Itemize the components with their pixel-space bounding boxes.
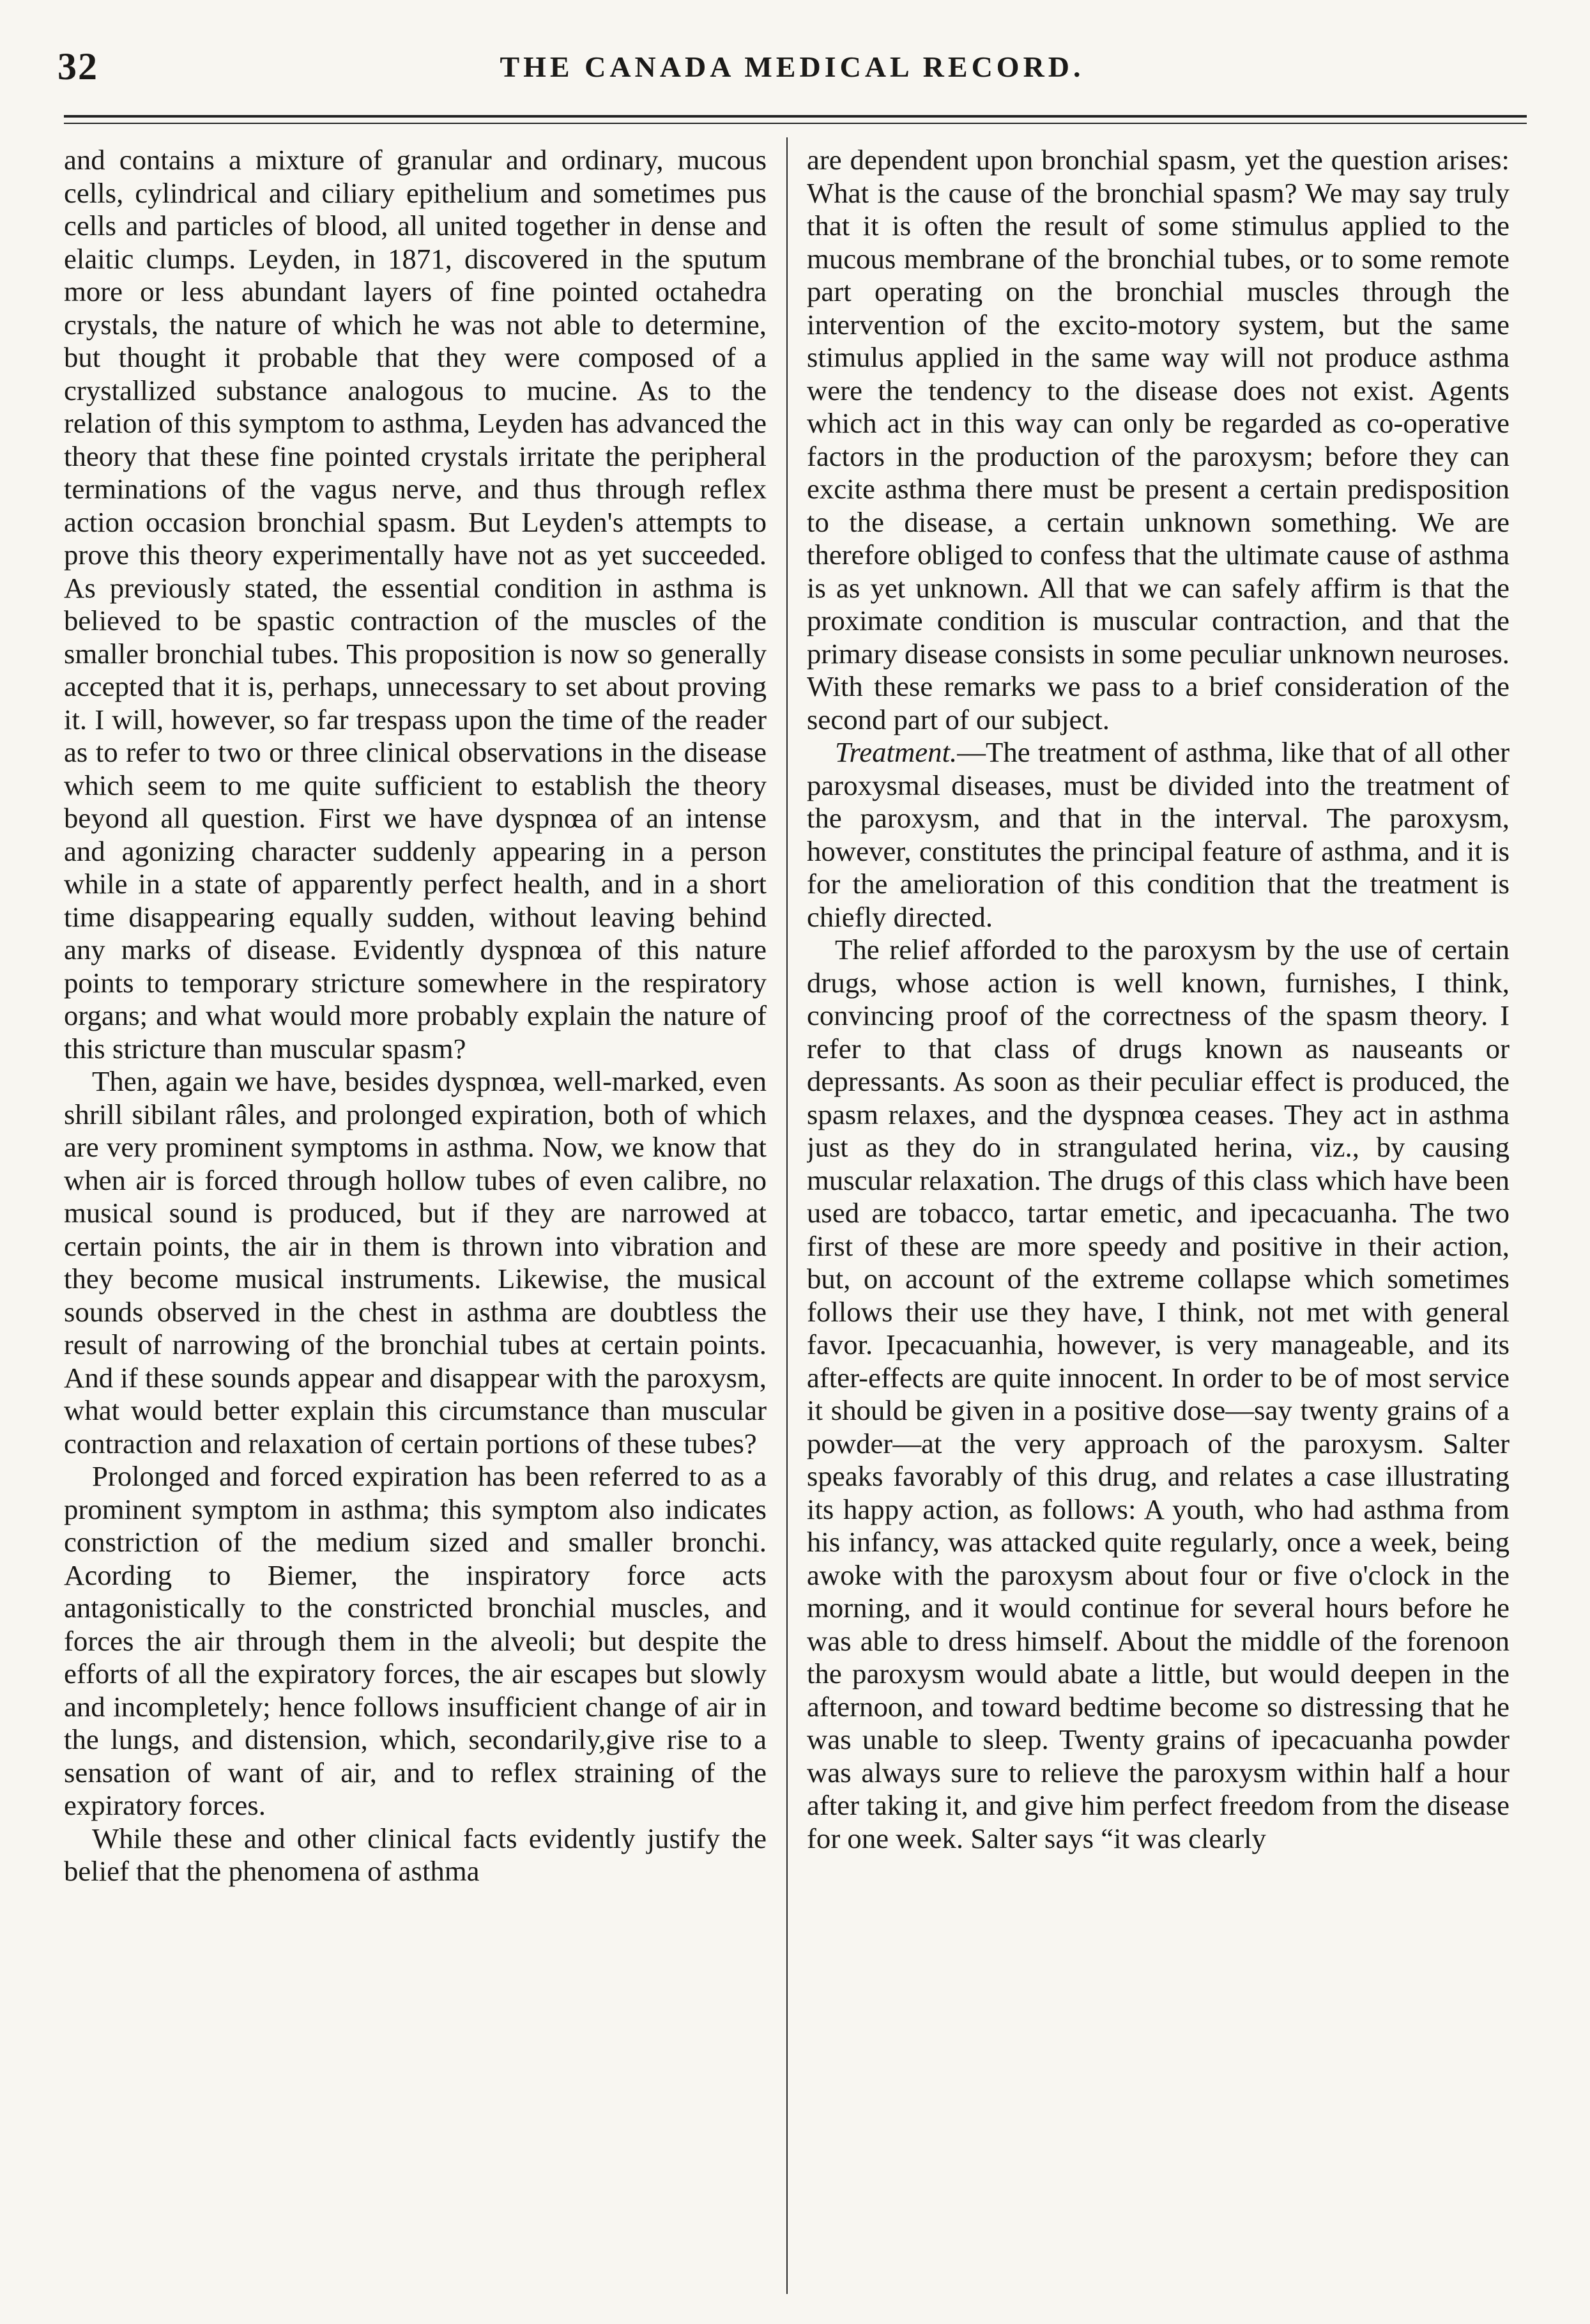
paragraph: While these and other clinical facts evidently justify the belief that the phenomena of asthma (64, 1822, 767, 1887)
paragraph: and contains a mixture of granular and ordinary, mucous cells, cylindrical and ciliary epithelium and sometimes pus cells and particles of blood, all united together in dense and elaitic clumps. Leyden, in 1871, discovered in the sputum more or less abundant layers of fine pointed octahedra crystals, the nature of which he was not able to determine, but thought it probable that they were composed of a crystallized substance analogous to mucine. As to the relation of this symptom to asthma, Leyden has advanced the theory that these fine pointed crystals irritate the peripheral terminations of the vagus nerve, and thus through reflex action occasion bronchial spasm. But Leyden's attempts to prove this theory experimentally have not as yet succeeded. As previously stated, the essential condition in asthma is believed to be spastic contraction of the muscles of the smaller bronchial tubes. This proposition is now so generally accepted that it is, perhaps, unnecessary to set about proving it. I will, however, so far trespass upon the time of the reader as to refer to two or three clinical observations in the disease which seem to me quite sufficient to establish the theory beyond all question. First we have dyspnœa of an intense and agonizing character suddenly appearing in a person while in a state of apparently perfect health, and in a short time disappearing equally sudden, without leaving behind any marks of disease. Evidently dyspnœa of this nature points to temporary stricture somewhere in the respiratory organs; and what would more probably explain the nature of this stricture than muscular spasm? (64, 144, 767, 1065)
column-divider (786, 137, 788, 2294)
section-heading-treatment: Treatment. (835, 736, 958, 768)
page-number: 32 (57, 45, 98, 88)
left-column (64, 144, 767, 2297)
header-rule-thick (64, 115, 1527, 118)
paragraph: The relief afforded to the paroxysm by the use of certain drugs, whose action is well known, furnishes, I think, convincing proof of the correctness of the spasm theory. I refer to that class of drugs known as nauseants or depressants. As soon as their peculiar effect is produced, the spasm relaxes, and the dyspnœa ceases. They act in asthma just as they do in strangulated herina, viz., by causing muscular relaxation. The drugs of this class which have been used are tobacco, tartar emetic, and ipecacuanha. The two first of these are more speedy and positive in their action, but, on account of the extreme collapse which sometimes follows their use they have, I think, not met with general favor. Ipecacuanhia, however, is very manageable, and its after-effects are quite innocent. In order to be of most service it should be given in a positive dose—say twenty grains of a powder—at the very approach of the paroxysm. Salter speaks favorably of this drug, and relates a case illustrating its happy action, as follows: A youth, who had asthma from his infancy, was attacked quite regularly, once a week, being awoke with the paroxysm about four or five o'clock in the morning, and it would continue for several hours before he was able to dress himself. About the middle of the forenoon the paroxysm would abate a little, but would deepen in the afternoon, and toward bedtime become so distressing that he was unable to sleep. Twenty grains of ipecacuanha powder was always sure to relieve the paroxysm within half a hour after taking it, and give him perfect freedom from the disease for one week. Salter says “it was clearly (807, 934, 1510, 1854)
paragraph-text: —The treatment of asthma, like that of all other paroxysmal diseases, must be divided into the treatment of the paroxysm, and that in the interval. The paroxysm, however, constitutes the principal feature of asthma, and it is for the amelioration of this condition that the treatment is chiefly directed. (807, 736, 1510, 933)
journal-title: THE CANADA MEDICAL RECORD. (500, 50, 1085, 83)
paragraph: are dependent upon bronchial spasm, yet the question arises: What is the cause of the bronchial spasm? We may say truly that it is often the result of some stimulus applied to the mucous membrane of the bronchial tubes, or to some remote part operating on the bronchial muscles through the intervention of the excito-motory system, but the same stimulus applied in the same way will not produce asthma were the tendency to the disease does not exist. Agents which act in this way can only be regarded as co-operative factors in the production of the paroxysm; before they can excite asthma there must be present a certain predisposition to the disease, a certain unknown something. We are therefore obliged to confess that the ultimate cause of asthma is as yet unknown. All that we can safely affirm is that the proximate condition is muscular contraction, and that the primary disease consists in some peculiar unknown neuroses. With these remarks we pass to a brief consideration of the second part of our subject. (807, 144, 1510, 735)
page-header (57, 45, 1527, 96)
paragraph: Then, again we have, besides dyspnœa, well-marked, even shrill sibilant râles, and prolonged expiration, both of which are very prominent symptoms in asthma. Now, we know that when air is forced through hollow tubes of even calibre, no musical sound is produced, but if they are narrowed at certain points, the air in them is thrown into vibration and they become musical instruments. Likewise, the musical sounds observed in the chest in asthma are doubtless the result of narrowing of the bronchial tubes at certain points. And if these sounds appear and disappear with the paroxysm, what would better explain this circumstance than muscular contraction and relaxation of certain portions of these tubes? (64, 1065, 767, 1459)
header-rule-thin (64, 123, 1527, 124)
paragraph-treatment (807, 736, 1510, 934)
right-column (807, 144, 1510, 2297)
paragraph: Prolonged and forced expiration has been referred to as a prominent symptom in asthma; this symptom also indicates constriction of the medium sized and smaller bronchi. Acording to Biemer, the inspiratory force acts antagonistically to the constricted bronchial muscles, and forces the air through them in the alveoli; but despite the efforts of all the expiratory forces, the air escapes but slowly and incompletely; hence follows insufficient change of air in the lungs, and distension, which, secondarily,give rise to a sensation of want of air, and to reflex straining of the expiratory forces. (64, 1460, 767, 1821)
